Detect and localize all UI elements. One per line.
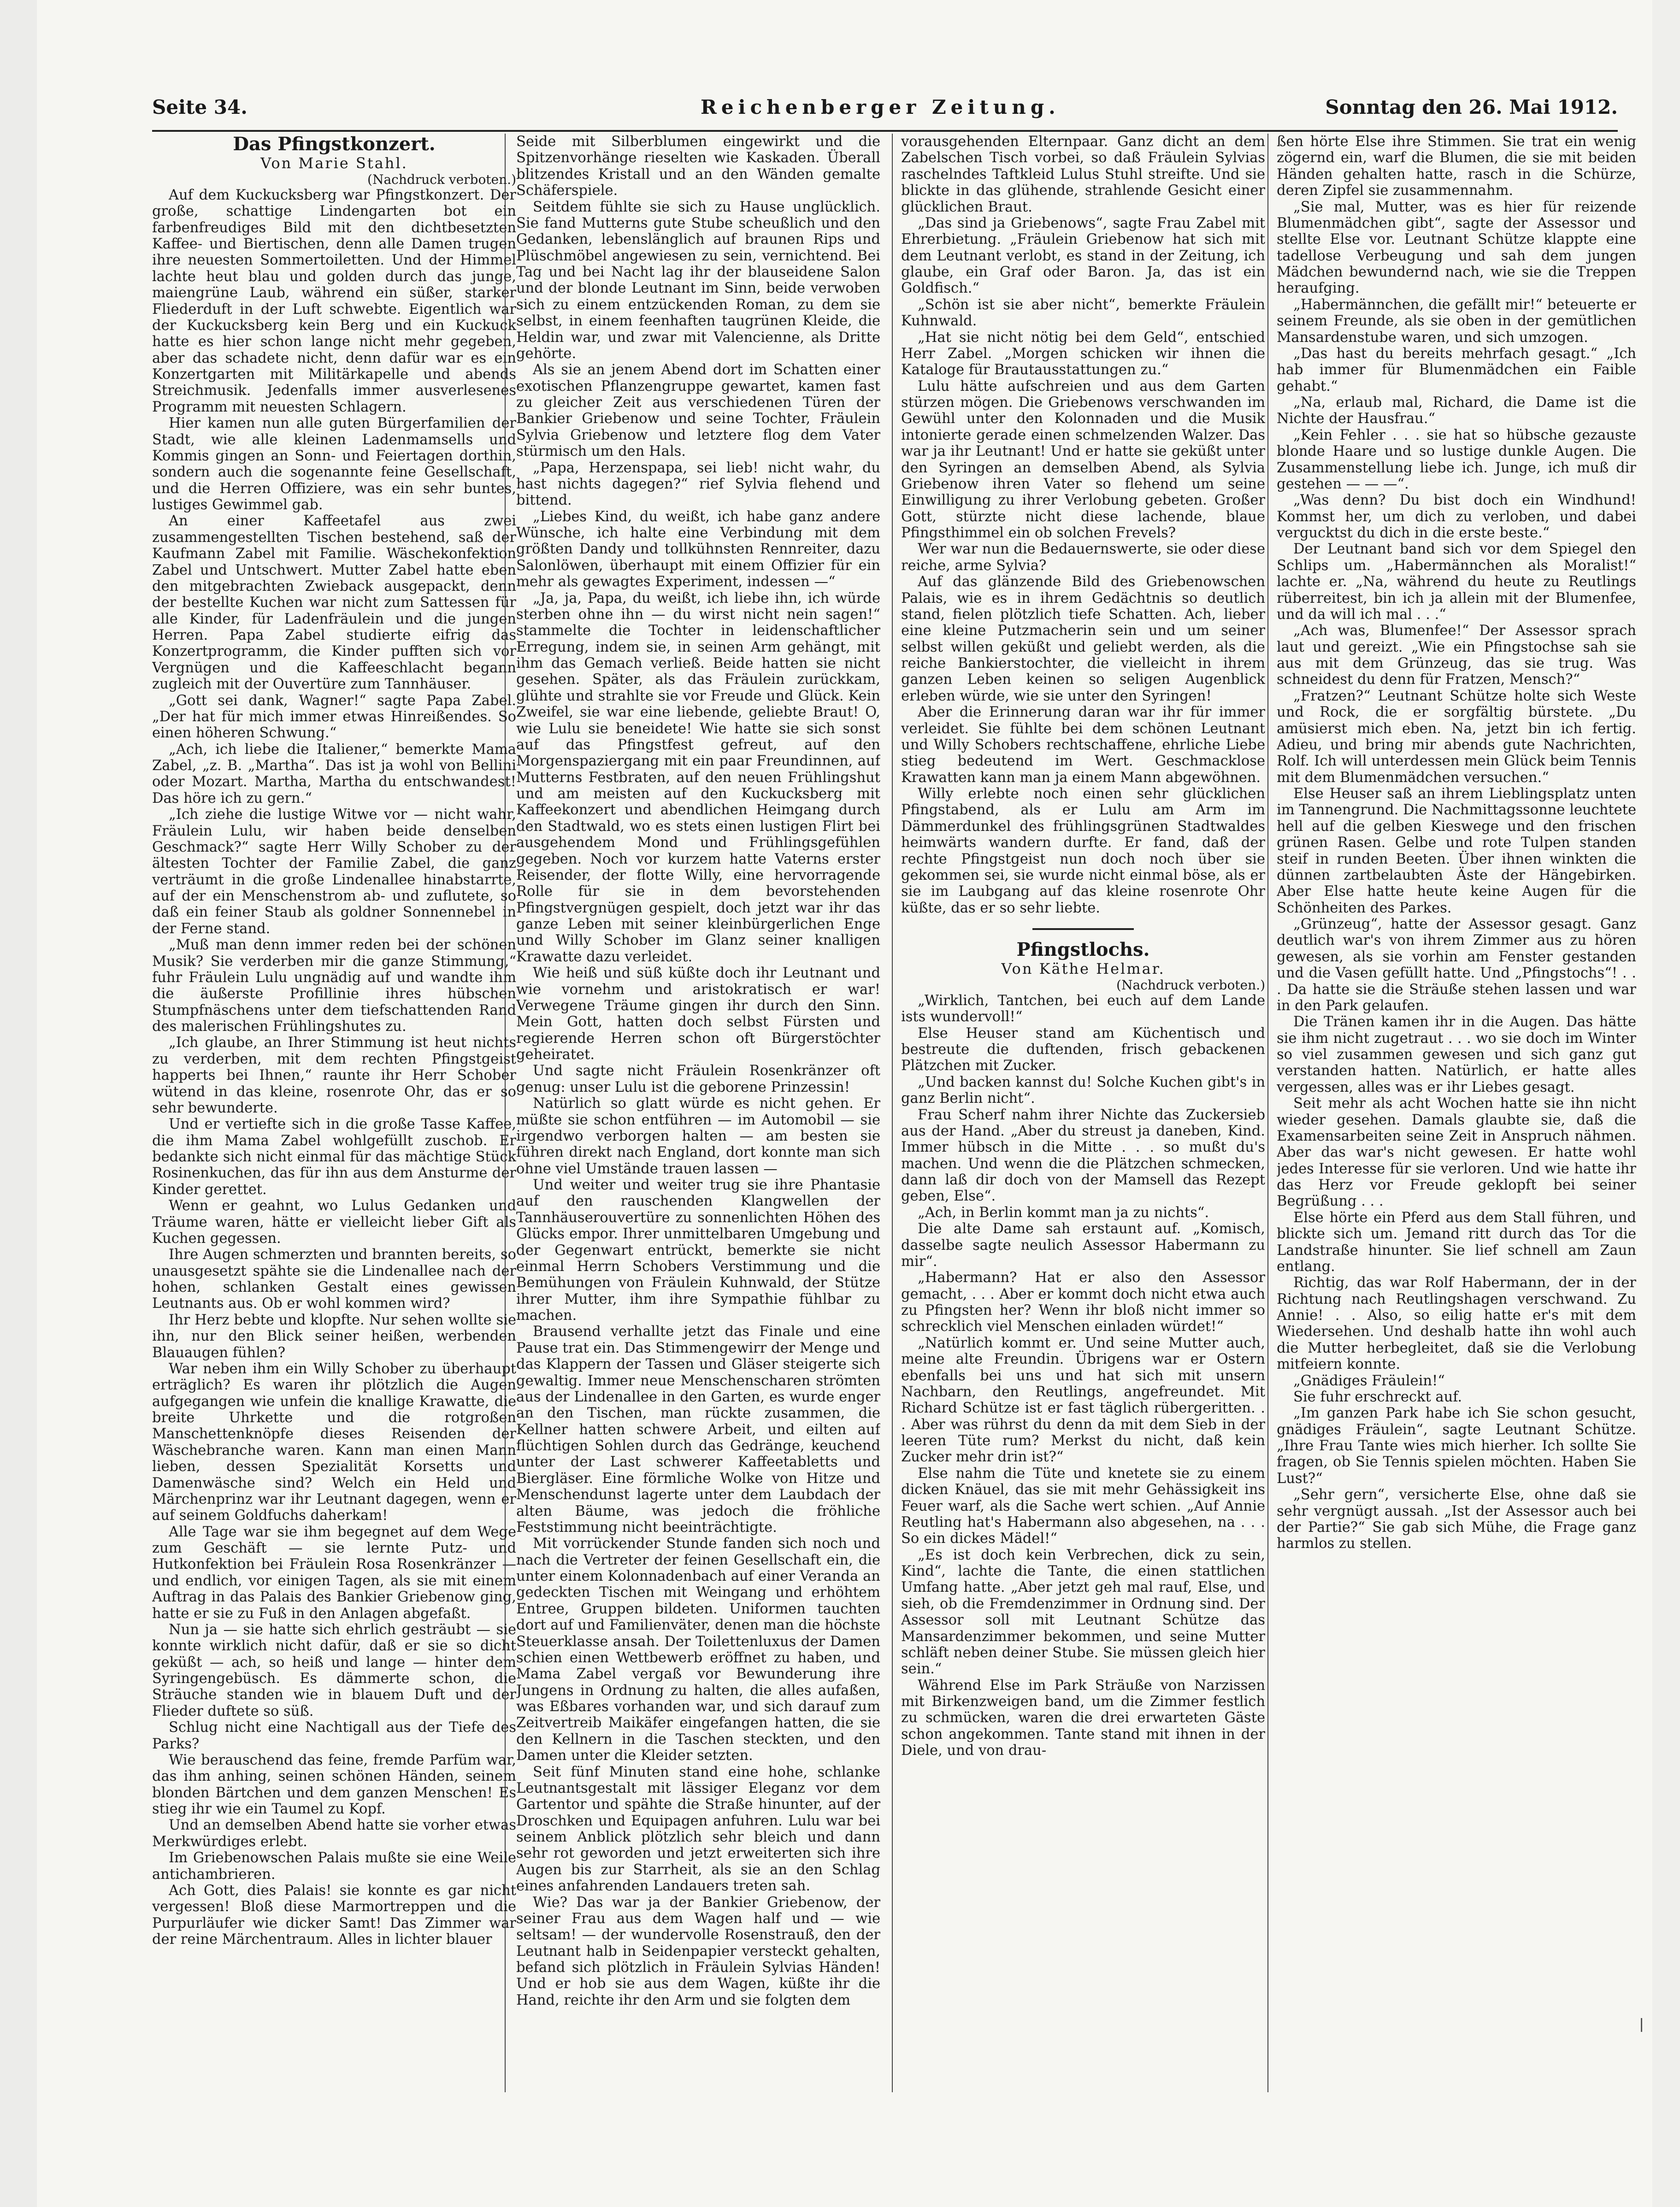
paragraph: „Fratzen?“ Leutnant Schütze holte sich Weste und Rock, die er sorgfältig bürstete. „Du amüsierst mich eben. Na, jetzt bin ich fertig. Adieu, und bring mir abends gute Nachrichten, Rolf. Ich will unterdessen mein Glück beim Tennis mit dem Blumenmädchen versuchen.“	[1277, 688, 1636, 786]
paragraph: „Wirklich, Tantchen, bei euch auf dem Lande ists wundervoll!“	[901, 992, 1265, 1025]
paragraph: Wie? Das war ja der Bankier Griebenow, der seiner Frau aus dem Wagen half und — wie seltsam! — der wundervolle Rosenstrauß, den der Leutnant halb in Seidenpapier versteckt gehalten, befand sich plötzlich in Fräulein Sylvias Händen! Und er hob sie aus dem Wagen, küßte ihr die Hand, reichte ihr den Arm und sie folgten dem	[516, 1894, 880, 2008]
paragraph: Während Else im Park Sträuße von Narzissen mit Birkenzweigen band, um die Zimmer festlich zu schmücken, waren die drei erwarteten Gäste schon angekommen. Tante stand mit ihnen in der Diele, und von drau-	[901, 1677, 1265, 1759]
article-separator	[1032, 928, 1134, 930]
paragraph: Seit mehr als acht Wochen hatte sie ihn nicht wieder gesehen. Damals glaubte sie, daß die Examensarbeiten seine Zeit in Anspruch nähmen. Aber das war's nicht gewesen. Er hatte wohl jedes Interesse für sie verloren. Und wie hatte ihr das Herz vor Freude geklopft bei seiner Begrüßung . . .	[1277, 1095, 1636, 1210]
newspaper-title: Reichenberger Zeitung.	[701, 96, 1060, 118]
article-title: Pfingstlochs.	[1016, 939, 1150, 960]
paragraph: „Das sind ja Griebenows“, sagte Frau Zabel mit Ehrerbietung. „Fräulein Griebenow hat sich mit dem Leutnant verlobt, es stand in der Zeitung, ich glaube, ein Graf oder Baron. Ja, das ist ein Goldfisch.“	[901, 215, 1265, 297]
paragraph: „Ich glaube, an Ihrer Stimmung ist heut nichts zu verderben, mit dem rechten Pfingstgeist happerts bei Ihnen,“ raunte ihr Herr Schober wütend in das kleine, rosenrote Ohr, das er so sehr bewunderte.	[152, 1035, 516, 1116]
paragraph: „Ach was, Blumenfee!“ Der Assessor sprach laut und gereizt. „Wie ein Pfingstochse sah sie aus mit dem Grünzeug, das sie trug. Was schneidest du denn für Fratzen, Mensch?“	[1277, 623, 1636, 688]
column-divider	[1267, 134, 1268, 2092]
column-4	[1277, 134, 1636, 2088]
paragraph: Als sie an jenem Abend dort im Schatten einer exotischen Pflanzengruppe gewartet, kamen fast zu gleicher Zeit aus verschiedenen Türen der Bankier Griebenow und seine Tochter, Fräulein Sylvia Griebenow und letztere flog dem Vater stürmisch um den Hals.	[516, 362, 880, 460]
masthead	[152, 96, 1618, 128]
paragraph: „Es ist doch kein Verbrechen, dick zu sein, Kind“, lachte die Tante, die einen stattlichen Umfang hatte. „Aber jetzt geh mal rauf, Else, und sieh, ob die Fremdenzimmer in Ordnung sind. Der Assessor soll mit Leutnant Schütze das Mansardenzimmer bekommen, und seine Mutter schläft neben deiner Stube. Sie müssen gleich hier sein.“	[901, 1547, 1265, 1677]
paragraph: Wie berauschend das feine, fremde Parfüm war, das ihm anhing, seinen schönen Händen, seinem blonden Bärtchen und dem ganzen Menschen! Es stieg ihr wie ein Taumel zu Kopf.	[152, 1752, 516, 1818]
paragraph: Seitdem fühlte sie sich zu Hause unglücklich. Sie fand Mutterns gute Stube scheußlich und den Gedanken, lebenslänglich auf braunen Rips und Plüschmöbel angewiesen zu sein, vernichtend. Bei Tag und bei Nacht lag ihr der blauseidene Salon und der blonde Leutnant im Sinn, beide verwoben sich zu einem entzückenden Roman, zu dem sie selbst, in einem feenhaften taugrünen Kleide, die Heldin war, und zwar mit Valencienne, als Dritte gehörte.	[516, 199, 880, 362]
issue-date: Sonntag den 26. Mai 1912.	[1325, 96, 1618, 118]
paragraph: „Sie mal, Mutter, was es hier für reizende Blumenmädchen gibt“, sagte der Assessor und stellte Else vor. Leutnant Schütze klappte eine tadellose Verbeugung und sah dem jungen Mädchen bewundernd nach, wie sie die Treppen heraufging.	[1277, 199, 1636, 297]
page-number: Seite 34.	[152, 96, 248, 118]
page-left-edge	[0, 0, 37, 2207]
margin-mark	[1641, 2018, 1642, 2032]
paragraph: ßen hörte Else ihre Stimmen. Sie trat ein wenig zögernd ein, warf die Blumen, die sie mit beiden Händen gehalten hatte, rasch in die Schürze, deren Zipfel sie zusammennahm.	[1277, 134, 1636, 199]
paragraph: „Was denn? Du bist doch ein Windhund! Kommst her, um dich zu verloben, und dabei vergucktst du dich in die erste beste.“	[1277, 492, 1636, 541]
paragraph: Alle Tage war sie ihm begegnet auf dem Wege zum Geschäft — sie lernte Putz- und Hutkonfektion bei Fräulein Rosa Rosenkränzer — und endlich, vor einigen Tagen, als sie mit einem Auftrag in das Palais des Bankier Griebenow ging, hatte er sie zu Fuß in den Anlagen abgefaßt.	[152, 1524, 516, 1622]
column-2	[516, 134, 880, 2088]
paragraph: Else hörte ein Pferd aus dem Stall führen, und blickte sich um. Jemand ritt durch das Tor die Landstraße hinunter. Sie lief schnell am Zaun entlang.	[1277, 1209, 1636, 1275]
paragraph: Brausend verhallte jetzt das Finale und eine Pause trat ein. Das Stimmengewirr der Menge und das Klappern der Tassen und Gläser steigerte sich gewaltig. Immer neue Menschenscharen strömten aus der Lindenallee in den Garten, es wurde enger an den Tischen, man rückte zusammen, die Kellner hatten schwere Arbeit, und eilten auf flüchtigen Sohlen durch das Gedränge, keuchend unter der Last schwerer Kaffeetabletts und Biergläser. Eine förmliche Wolke von Hitze und Menschendunst lagerte unter dem Laubdach der alten Bäume, was jedoch die fröhliche Feststimmung nicht beeinträchtigte.	[516, 1324, 880, 1536]
paragraph: „Gott sei dank, Wagner!“ sagte Papa Zabel. „Der hat für mich immer etwas Hinreißendes. So einen höheren Schwung.“	[152, 692, 516, 742]
paragraph: An einer Kaffeetafel aus zwei zusammengestellten Tischen bestehend, saß der Kaufmann Zabel mit Familie. Wäschekonfektion Zabel und Untschwert. Mutter Zabel hatte eben den mitgebrachten Zwieback ausgepackt, denn der bestellte Kuchen war nicht zum Sattessen für alle Kinder, für Ladenfräulein und die jungen Herren. Papa Zabel studierte eifrig das Konzertprogramm, die Kinder pufften sich vor Vergnügen und die Kaffeeschlacht begann zugleich mit der Ouvertüre zum Tannhäuser.	[152, 513, 516, 693]
paragraph: Schlug nicht eine Nachtigall aus der Tiefe des Parks?	[152, 1719, 516, 1752]
paragraph: Und er vertiefte sich in die große Tasse Kaffee, die ihm Mama Zabel wohlgefüllt zuschob. Er bedankte sich nicht einmal für das mächtige Stück Rosinenkuchen, das für ihn aus dem Ansturme der Kinder gerettet.	[152, 1116, 516, 1198]
paragraph: Richtig, das war Rolf Habermann, der in der Richtung nach Reutlingshagen verschwand. Zu Annie! . . Also, so eilig hatte er's mit dem Wiedersehen. Und deshalb hatte ihn wohl auch die Mutter herbegleitet, daß sie die Verlobung mitfeiern konnte.	[1277, 1275, 1636, 1373]
paragraph: vorausgehenden Elternpaar. Ganz dicht an dem Zabelschen Tisch vorbei, so daß Fräulein Sylvias raschelndes Taftkleid Lulus Stuhl streifte. Und sie blickte in das glühende, strahlende Gesicht einer glücklichen Braut.	[901, 134, 1265, 215]
paragraph: Und an demselben Abend hatte sie vorher etwas Merkwürdiges erlebt.	[152, 1817, 516, 1850]
paragraph: Lulu hätte aufschreien und aus dem Garten stürzen mögen. Die Griebenows verschwanden im Gewühl unter den Kolonnaden und die Musik intonierte gerade einen schmelzenden Walzer. Das war ja ihr Leutnant! Und er hatte sie geküßt unter den Syringen an demselben Abend, als Sylvia Griebenow ihren Vater so flehend um seine Einwilligung zu ihrer Verlobung gebeten. Großer Gott, stürzte nicht diese lachende, blaue Pfingsthimmel ein ob solchen Frevels?	[901, 378, 1265, 541]
paragraph: Ihr Herz bebte und klopfte. Nur sehen wollte sie ihn, nur den Blick seiner heißen, werbenden Blauaugen fühlen?	[152, 1312, 516, 1361]
paragraph: „Habermännchen, die gefällt mir!“ beteuerte er seinem Freunde, als sie oben in der gemütlichen Mansardenstube waren, und sich umzogen.	[1277, 296, 1636, 346]
paragraph: Die alte Dame sah erstaunt auf. „Komisch, dasselbe sagte neulich Assessor Habermann zu mir“.	[901, 1221, 1265, 1270]
masthead-rule	[152, 130, 1618, 132]
reprint-note: (Nachdruck verboten.)	[367, 171, 516, 187]
paragraph: Sie fuhr erschreckt auf.	[1293, 1389, 1462, 1405]
paragraph: War neben ihm ein Willy Schober zu überhaupt erträglich? Es waren ihr plötzlich die Augen aufgegangen wie unfein die knallige Krawatte, die breite Uhrkette und die rotgroßen Manschettenknöpfe dieses Reisenden der Wäschebranche waren. Kann man einen Mann lieben, dessen Spezialität Korsetts und Damenwäsche sind? Welch ein Held und Märchenprinz war ihr Leutnant dagegen, wenn er auf seinem Goldfuchs daherkam!	[152, 1360, 516, 1524]
paragraph: Aber die Erinnerung daran war ihr für immer verleidet. Sie fühlte bei dem schönen Leutnant und Willy Schobers rechtschaffene, ehrliche Liebe stieg bedeutend im Wert. Geschmacklose Krawatten kann man ja einem Mann abgewöhnen.	[901, 704, 1265, 786]
article-byline: Von Käthe Helmar.	[1001, 960, 1165, 978]
paragraph: Seide mit Silberblumen eingewirkt und die Spitzenvorhänge rieselten wie Kaskaden. Überall blitzendes Kristall und an den Wänden gemalte Schäferspiele.	[516, 134, 880, 199]
paragraph: „Na, erlaub mal, Richard, die Dame ist die Nichte der Hausfrau.“	[1277, 394, 1636, 427]
column-1	[152, 134, 516, 2088]
reprint-note: (Nachdruck verboten.)	[1116, 977, 1265, 993]
paragraph: Auf das glänzende Bild des Griebenowschen Palais, wie es in ihrem Gedächtnis so deutlich stand, fielen plötzlich tiefe Schatten. Ach, lieber eine kleine Putzmacherin sein und um seiner selbst willen geküßt und geliebt werden, als die reiche Bankierstochter, die vielleicht in ihrem ganzen Leben keinen so seligen Augenblick erleben würde, wie sie unter den Syringen!	[901, 574, 1265, 704]
paragraph: Natürlich so glatt würde es nicht gehen. Er müßte sie schon entführen — im Automobil — sie irgendwo verborgen halten — am besten sie führen direkt nach England, dort konnte man sich ohne viel Umstände trauen lassen —	[516, 1095, 880, 1177]
paragraph: Nun ja — sie hatte sich ehrlich gesträubt — sie konnte wirklich nicht dafür, daß er sie so dicht geküßt — ach, so heiß und lange — hinter dem Syringengebüsch. Es dämmerte schon, die Sträuche standen wie in blauem Duft und der Flieder duftete so süß.	[152, 1621, 516, 1719]
paragraph: „Im ganzen Park habe ich Sie schon gesucht, gnädiges Fräulein“, sagte Leutnant Schütze. „Ihre Frau Tante wies mich hierher. Ich sollte Sie fragen, ob Sie Tennis spielen möchten. Haben Sie Lust?“	[1277, 1405, 1636, 1487]
paragraph: „Gnädiges Fräulein!“	[1293, 1372, 1445, 1389]
paragraph: Wenn er geahnt, wo Lulus Gedanken und Träume waren, hätte er vielleicht lieber Gift als Kuchen gegessen.	[152, 1198, 516, 1247]
paragraph: Wie heiß und süß küßte doch ihr Leutnant und wie vornehm und aristokratisch er war! Verwegene Träume gingen ihr durch den Sinn. Mein Gott, hatten doch selbst Fürsten und regierende Herren schon oft Bürgerstöchter geheiratet.	[516, 965, 880, 1063]
paragraph: „Ja, ja, Papa, du weißt, ich liebe ihn, ich würde sterben ohne ihn — du wirst nicht nein sagen!“ stammelte die Tochter in leidenschaftlicher Erregung, indem sie, in seinen Arm gehängt, mit ihm das Gemach verließ. Beide hatten sie nicht gesehen. Später, als das Fräulein zurückkam, glühte und strahlte sie vor Freude und Glück. Kein Zweifel, sie war eine liebende, geliebte Braut! O, wie Lulu sie beneidete! Wie hatte sie sich sonst auf das Pfingstfest gefreut, auf den Morgenspaziergang mit ein paar Freundinnen, auf Mutterns Festbraten, auf den neuen Frühlingshut und am meisten auf den Kuckucksberg mit Kaffeekonzert und abendlichen Heimgang durch den Stadtwald, wo es stets einen lustigen Flirt bei ausgehendem Mond und Frühlingsgefühlen gegeben. Noch vor kurzem hatte Vaterns erster Reisender, der flotte Willy, eine hervorragende Rolle für sie in dem bevorstehenden Pfingstvergnügen gespielt, doch jetzt war ihr das ganze Leben mit seiner kleinbürgerlichen Enge und Willy Schober im Glanz seiner knalligen Krawatte dazu verleidet.	[516, 590, 880, 965]
paragraph: „Das hast du bereits mehrfach gesagt.“ „Ich hab immer für Blumenmädchen ein Faible gehabt.“	[1277, 345, 1636, 394]
paragraph: Mit vorrückender Stunde fanden sich noch und nach die Vertreter der feinen Gesellschaft ein, die unter einem Kolonnadenbach auf einer Veranda an gedeckten Tischen mit Weingang und erhöhtem Entree, Gruppen bildeten. Uniformen tauchten dort auf und Familienväter, denen man die höchste Steuerklasse ansah. Der Toilettenluxus der Damen schien einen Wettbewerb eröffnet zu haben, und Mama Zabel vergaß vor Bewunderung ihre Jungens in Ordnung zu halten, die alles aufaßen, was Eßbares vorhanden war, und sich darauf zum Zeitvertreib Maikäfer eingefangen hatten, die sie den Kellnern in die Taschen steckten, und den Damen unter die Kleider setzten.	[516, 1536, 880, 1764]
article-title: Das Pfingstkonzert.	[233, 134, 436, 155]
column-divider	[892, 134, 893, 2092]
paragraph: „Papa, Herzenspapa, sei lieb! nicht wahr, du hast nichts dagegen?“ rief Sylvia flehend und bittend.	[516, 459, 880, 509]
paragraph: „Ach, in Berlin kommt man ja zu nichts“.	[918, 1204, 1209, 1221]
paragraph: „Habermann? Hat er also den Assessor gemacht, . . . Aber er kommt doch nicht etwa auch zu Pfingsten her? Wenn ihr bloß nicht immer so schrecklich viel Menschen einladen würdet!“	[901, 1270, 1265, 1335]
paragraph: Else nahm die Tüte und knetete sie zu einem dicken Knäuel, das sie mit mehr Gehässigkeit ins Feuer warf, als die Sache wert schien. „Auf Annie Reutling hat's Habermann also abgesehen, na . . . So ein dickes Mädel!“	[901, 1465, 1265, 1547]
paragraph: Else Heuser stand am Küchentisch und bestreute die duftenden, frisch gebackenen Plätzchen mit Zucker.	[901, 1025, 1265, 1074]
paragraph: „Muß man denn immer reden bei der schönen Musik? Sie verderben mir die ganze Stimmung,“ fuhr Fräulein Lulu ungnädig auf und wandte ihm die äußerste Profillinie ihres hübschen Stumpfnäschens unter dem tiefschattenden Rand des malerischen Frühlingshutes zu.	[152, 937, 516, 1035]
paragraph: Seit fünf Minuten stand eine hohe, schlanke Leutnantsgestalt mit lässiger Eleganz vor dem Gartentor und spähte die Straße hinunter, auf der Droschken und Equipagen anfuhren. Lulu war bei seinem Anblick plötzlich sehr bleich und dann sehr rot geworden und jetzt erweiterten sich ihre Augen bis zur Starrheit, als sie an den Schlag eines anfahrenden Landauers treten sah.	[516, 1764, 880, 1895]
paragraph: Ach Gott, dies Palais! sie konnte es gar nicht vergessen! Bloß diese Marmortreppen und die Purpurläufer wie dicker Samt! Das Zimmer war der reine Märchentraum. Alles in lichter blauer	[152, 1882, 516, 1948]
paragraph: Und weiter und weiter trug sie ihre Phantasie auf den rauschenden Klangwellen der Tannhäuserouvertüre zu sonnenlichten Höhen des Glücks empor. Ihrer unmittelbaren Umgebung und der Gegenwart entrückt, bemerkte sie nicht einmal Herrn Schobers Verstimmung und die Bemühungen von Fräulein Kuhnwald, der Stütze ihrer Mutter, ihm ihre Sympathie fühlbar zu machen.	[516, 1177, 880, 1324]
paragraph: Ihre Augen schmerzten und brannten bereits, so unausgesetzt spähte sie die Lindenallee nach der hohen, schlanken Gestalt eines gewissen Leutnants aus. Ob er wohl kommen wird?	[152, 1247, 516, 1312]
page-right-edge	[1652, 0, 1680, 2207]
paragraph: „Ach, ich liebe die Italiener,“ bemerkte Mama Zabel, „z. B. „Martha“. Das ist ja wohl von Bellini oder Mozart. Martha, Martha du entschwandest! Das höre ich zu gern.“	[152, 741, 516, 806]
paragraph: „Kein Fehler . . . sie hat so hübsche gezauste blonde Haare und so lustige dunkle Augen. Die Zusammenstellung liebe ich. Junge, ich muß dir gestehen — — —“.	[1277, 427, 1636, 492]
paragraph: „Sehr gern“, versicherte Else, ohne daß sie sehr vergnügt aussah. „Ist der Assessor auch bei der Partie?“ Sie gab sich Mühe, die Frage ganz harmlos zu stellen.	[1277, 1487, 1636, 1552]
column-3	[901, 134, 1265, 2088]
paragraph: Willy erlebte noch einen sehr glücklichen Pfingstabend, als er Lulu am Arm im Dämmerdunkel des frühlingsgrünen Stadtwaldes heimwärts wandern durfte. Er fand, daß der rechte Pfingstgeist nun doch noch über sie gekommen sei, sie wurde nicht einmal böse, als er sie im Laubgang auf das kleine rosenrote Ohr küßte, das er so sehr liebte.	[901, 786, 1265, 916]
paragraph: Im Griebenowschen Palais mußte sie eine Weile antichambrieren.	[152, 1850, 516, 1883]
paragraph: Else Heuser saß an ihrem Lieblingsplatz unten im Tannengrund. Die Nachmittagssonne leuchtete hell auf die gelben Kieswege und den frischen grünen Rasen. Gelbe und rote Tulpen standen steif in runden Beeten. Über ihnen winkten die dünnen zartbelaubten Äste der Hängebirken. Aber Else hatte heute keine Augen für die Schönheiten des Parkes.	[1277, 786, 1636, 916]
paragraph: Hier kamen nun alle guten Bürgerfamilien der Stadt, wie alle kleinen Ladenmamsells und Kommis gingen an Sonn- und Feiertagen dorthin, sondern auch die sogenannte feine Gesellschaft, und die Herren Offiziere, was ein sehr buntes, lustiges Gewimmel gab.	[152, 415, 516, 513]
paragraph: Frau Scherf nahm ihrer Nichte das Zuckersieb aus der Hand. „Aber du streust ja daneben, Kind. Immer hübsch in die Mitte . . . so mußt du's machen. Und wenn die die Plätzchen schmecken, dann laß dir doch von der Mamsell das Rezept geben, Else“.	[901, 1106, 1265, 1205]
paragraph: Der Leutnant band sich vor dem Spiegel den Schlips um. „Habermännchen als Moralist!“ lachte er. „Na, während du heute zu Reutlings rüberreitest, bin ich ja allein mit der Blumenfee, und da will ich mal . . .“	[1277, 541, 1636, 623]
paragraph: „Ich ziehe die lustige Witwe vor — nicht wahr, Fräulein Lulu, wir haben beide denselben Geschmack?“ sagte Herr Willy Schober zu der ältesten Tochter der Familie Zabel, die ganz verträumt in die große Lindenallee hinabstarrte, auf der ein Menschenstrom ab- und zuflutete, so daß ein feiner Staub als goldner Sonnennebel in der Ferne stand.	[152, 806, 516, 937]
paragraph: „Natürlich kommt er. Und seine Mutter auch, meine alte Freundin. Übrigens war er Ostern ebenfalls bei uns und hat sich mit unsern Nachbarn, den Reutlings, angefreundet. Mit Richard Schütze ist er fast täglich rübergeritten. . . Aber was rührst du denn da mit dem Sieb in der leeren Tüte rum? Merkst du nicht, daß kein Zucker mehr drin ist?“	[901, 1335, 1265, 1465]
paragraph: „Und backen kannst du! Solche Kuchen gibt's in ganz Berlin nicht“.	[901, 1074, 1265, 1107]
paragraph: Und sagte nicht Fräulein Rosenkränzer oft genug: unser Lulu ist die geborene Prinzessin!	[516, 1063, 880, 1095]
paragraph: Auf dem Kuckucksberg war Pfingstkonzert. Der große, schattige Lindengarten bot ein farbenfreudiges Bild mit den dichtbesetzten Kaffee- und Biertischen, denn alle Damen trugen ihre neuesten Sommertoiletten. Und der Himmel lachte heut blau und golden durch das junge, maiengrüne Laub, während ein süßer, starker Fliederduft in der Luft schwebte. Eigentlich war der Kuckucksberg kein Berg und ein Kuckuck hatte es hier schon lange nicht mehr gegeben, aber das schadete nicht, denn dafür war es ein Konzertgarten mit Militärkapelle und abends Streichmusik. Jedenfalls immer ausverlesenes Programm mit neuesten Schlagern.	[152, 187, 516, 415]
paragraph: Wer war nun die Bedauernswerte, sie oder diese reiche, arme Sylvia?	[901, 541, 1265, 574]
paragraph: „Grünzeug“, hatte der Assessor gesagt. Ganz deutlich war's von ihrem Zimmer aus zu hören gewesen, als sie vorhin am Fenster gestanden und die Vasen gefüllt hatte. Und „Pfingstochs“! . . . Da hatte sie die Sträuße stehen lassen und war in den Park gelaufen.	[1277, 916, 1636, 1014]
paragraph: „Liebes Kind, du weißt, ich habe ganz andere Wünsche, ich halte eine Verbindung mit dem größten Dandy und tollkühnsten Rennreiter, dazu Salonlöwen, überhaupt mit einem Offizier für ein mehr als gewagtes Experiment, indessen —“	[516, 508, 880, 590]
paragraph: „Schön ist sie aber nicht“, bemerkte Fräulein Kuhnwald.	[901, 296, 1265, 330]
paragraph: Die Tränen kamen ihr in die Augen. Das hätte sie ihm nicht zugetraut . . . wo sie doch im Winter so viel zusammen gewesen und sich ganz gut verstanden hatten. Natürlich, er hatte alles vergessen, alles was er ihr Liebes gesagt.	[1277, 1014, 1636, 1095]
paragraph: „Hat sie nicht nötig bei dem Geld“, entschied Herr Zabel. „Morgen schicken wir ihnen die Kataloge für Brautausstattungen zu.“	[901, 329, 1265, 378]
article-byline: Von Marie Stahl.	[260, 154, 408, 172]
